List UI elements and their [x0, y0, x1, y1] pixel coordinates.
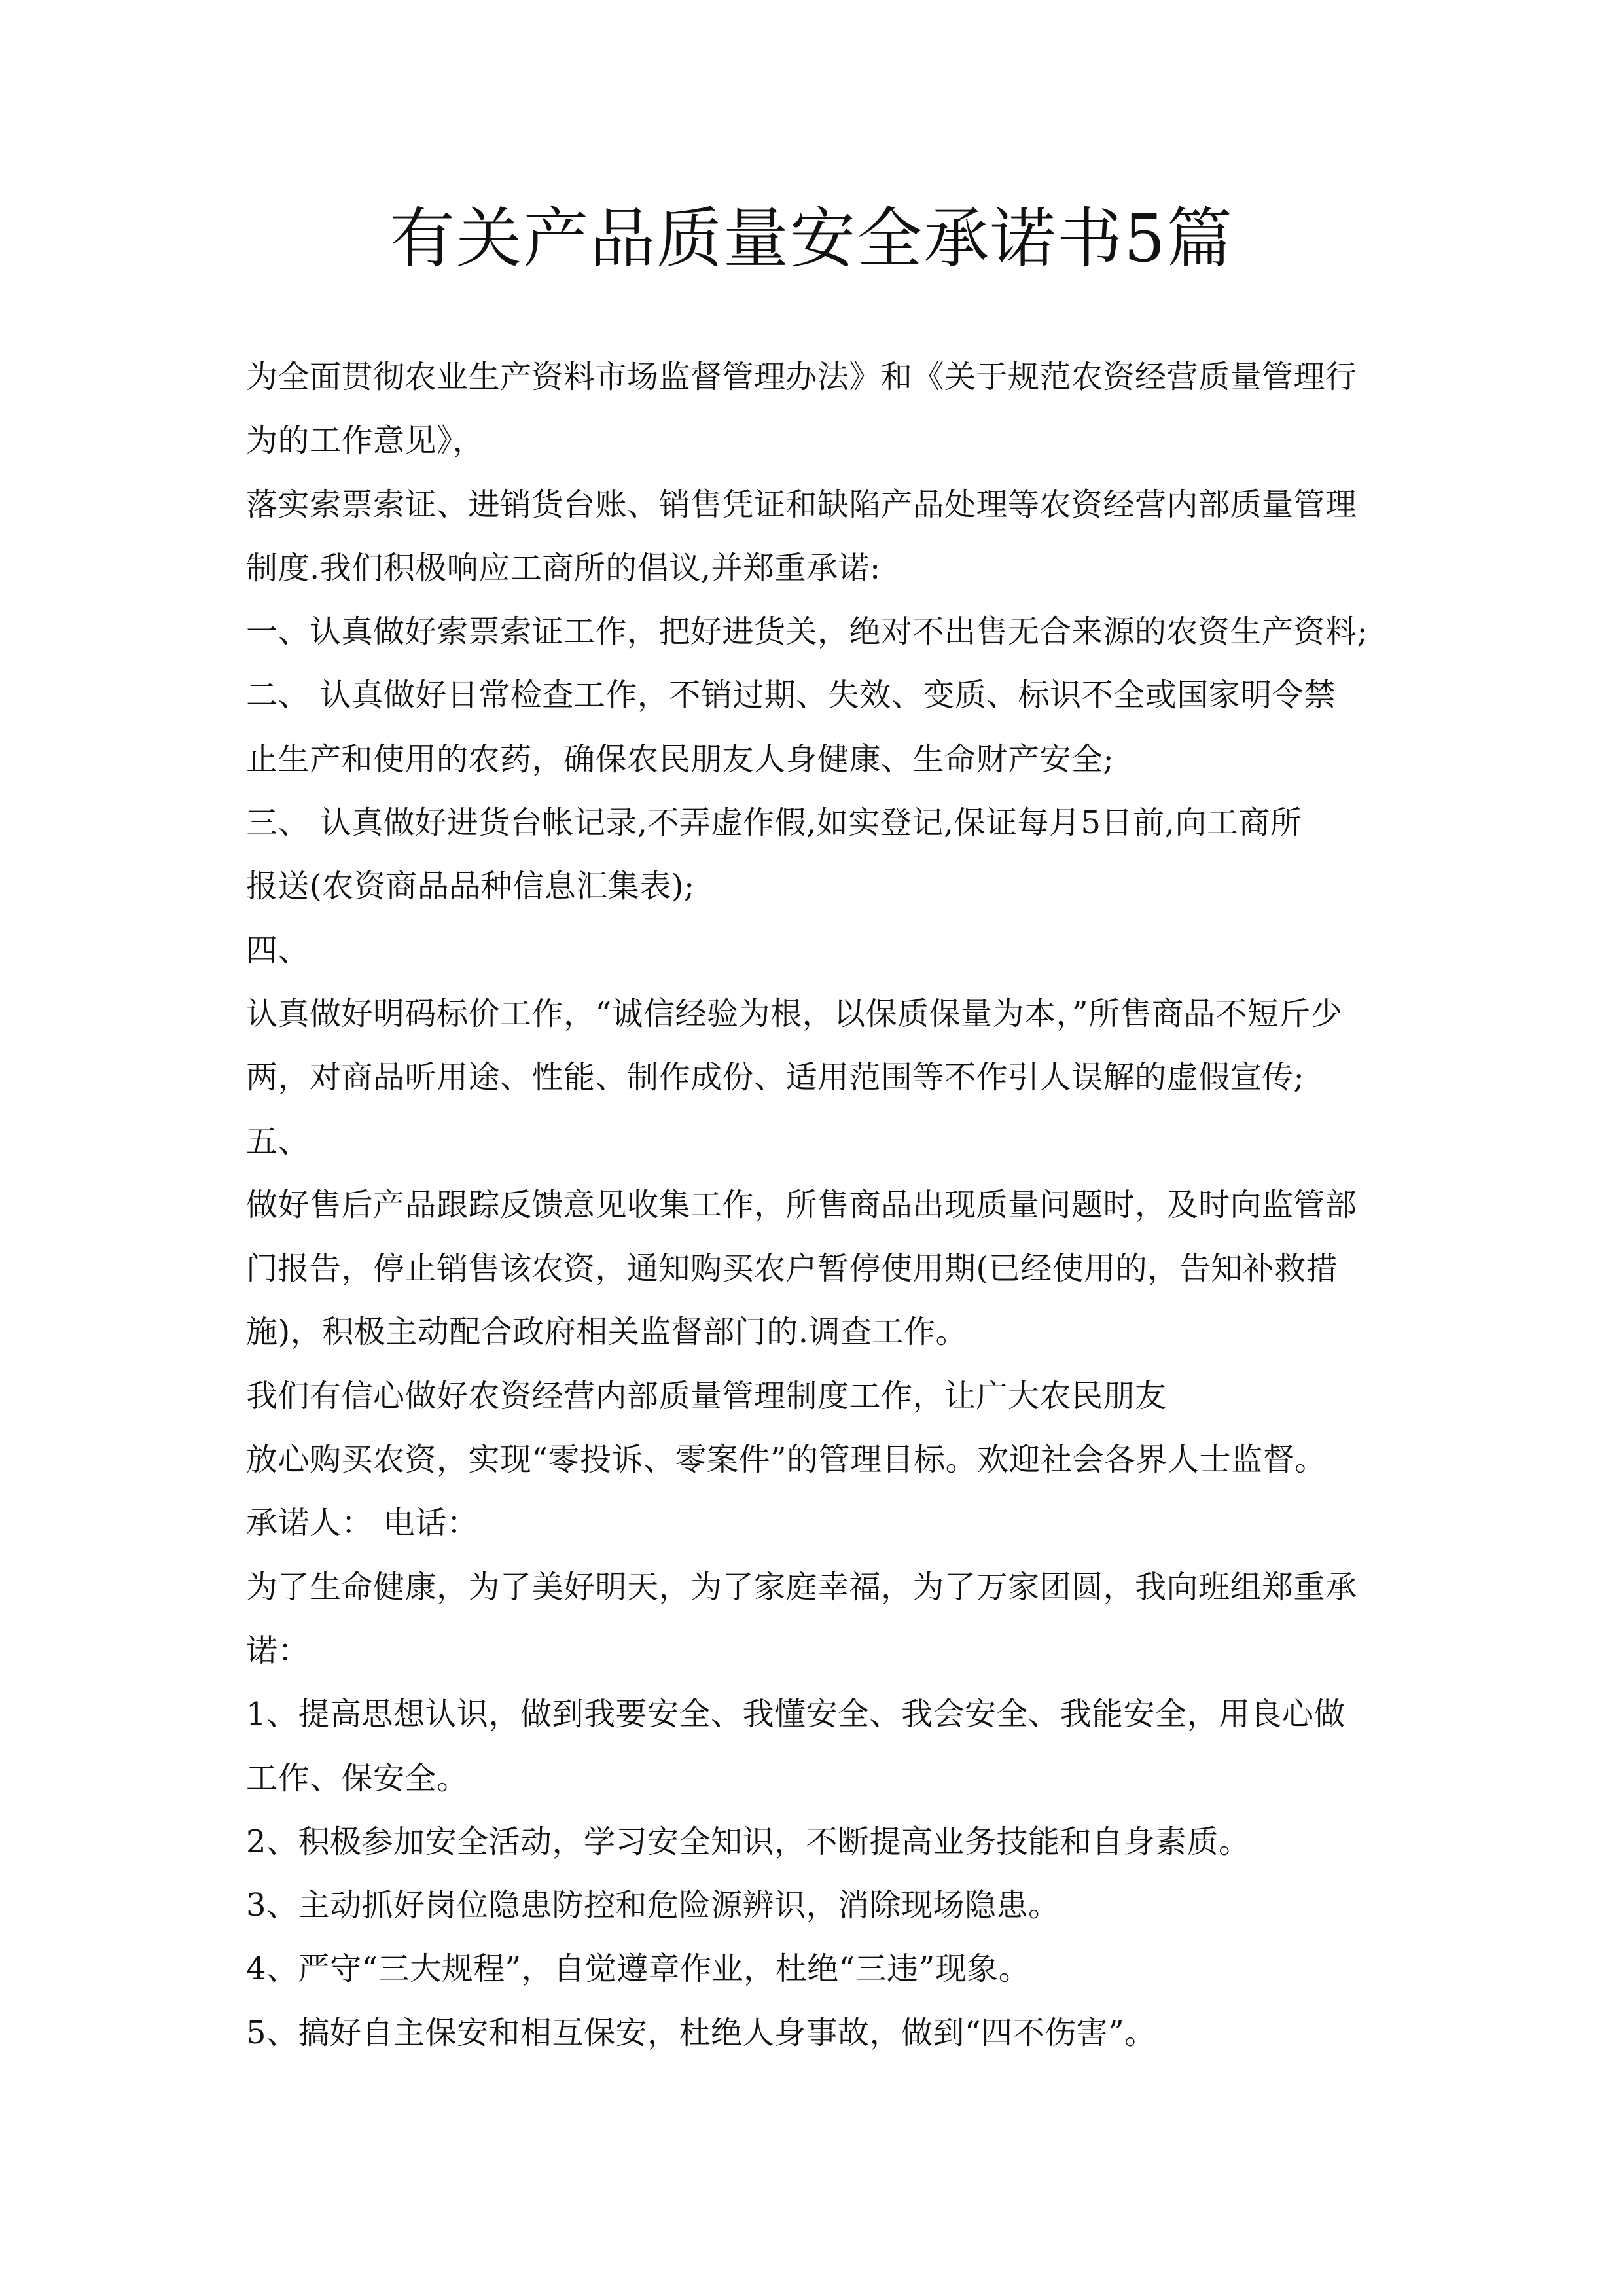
- paragraph-line: 施)，积极主动配合政府相关监督部门的.调查工作。: [246, 1314, 967, 1351]
- paragraph-line: 三、 认真做好进货台帐记录,不弄虚作假,如实登记,保证每月5日前,向工商所: [246, 804, 1302, 842]
- paragraph-line: 工作、保安全。: [246, 1759, 469, 1797]
- paragraph-line: 认真做好明码标价工作，“诚信经验为根，以保质保量为本，”所售商品不短斤少: [246, 995, 1343, 1032]
- paragraph-line: 门报告，停止销售该农资，通知购买农户暂停使用期(已经使用的，告知补救措: [246, 1250, 1338, 1287]
- paragraph-line: 为的工作意见》，: [246, 422, 485, 459]
- paragraph-line: 诺：: [246, 1632, 310, 1669]
- paragraph-line: 制度.我们积极响应工商所的倡议,并郑重承诺:: [246, 549, 881, 586]
- paragraph-line: 4、严守“三大规程”，自觉遵章作业，杜绝“三违”现象。: [246, 1950, 1031, 1988]
- paragraph-line: 止生产和使用的农药，确保农民朋友人身健康、生命财产安全;: [246, 740, 1115, 778]
- paragraph-line: 2、积极参加安全活动，学习安全知识，不断提高业务技能和自身素质。: [246, 1823, 1251, 1860]
- paragraph-line: 四、: [246, 931, 310, 969]
- paragraph-line: 承诺人： 电话：: [246, 1505, 479, 1542]
- paragraph-line: 我们有信心做好农资经营内部质量管理制度工作，让广大农民朋友: [246, 1377, 1167, 1414]
- paragraph-line: 一、认真做好索票索证工作，把好进货关，绝对不出售无合来源的农资生产资料;: [246, 613, 1368, 651]
- paragraph-line: 3、主动抓好岗位隐患防控和危险源辨识，消除现场隐患。: [246, 1887, 1060, 1924]
- paragraph-line: 两，对商品听用途、性能、制作成份、适用范围等不作引人误解的虚假宣传;: [246, 1059, 1305, 1096]
- paragraph-line: 5、搞好自主保安和相互保安，杜绝人身事故，做到“四不伤害”。: [246, 2014, 1156, 2051]
- document-title: 有关产品质量安全承诺书5篇: [389, 200, 1234, 277]
- document-body: [246, 346, 1398, 2065]
- paragraph-line: 落实索票索证、进销货台账、销售凭证和缺陷产品处理等农资经营内部质量管理: [246, 486, 1357, 523]
- paragraph-line: 为全面贯彻农业生产资料市场监督管理办法》和《关于规范农资经营质量管理行: [246, 359, 1357, 395]
- paragraph-line: 报送(农资商品品种信息汇集表);: [246, 868, 695, 905]
- paragraph-line: 放心购买农资，实现“零投诉、零案件”的管理目标。欢迎社会各界人士监督。: [246, 1441, 1327, 1479]
- paragraph-line: 为了生命健康，为了美好明天，为了家庭幸福，为了万家团圆，我向班组郑重承: [246, 1568, 1357, 1605]
- paragraph-line: 做好售后产品跟踪反馈意见收集工作，所售商品出现质量问题时，及时向监管部: [246, 1186, 1357, 1223]
- paragraph-line: 1、提高思想认识，做到我要安全、我懂安全、我会安全、我能安全，用良心做: [246, 1696, 1346, 1733]
- paragraph-line: 五、: [246, 1122, 310, 1160]
- paragraph-line: 二、 认真做好日常检查工作，不销过期、失效、变质、标识不全或国家明令禁: [246, 677, 1336, 714]
